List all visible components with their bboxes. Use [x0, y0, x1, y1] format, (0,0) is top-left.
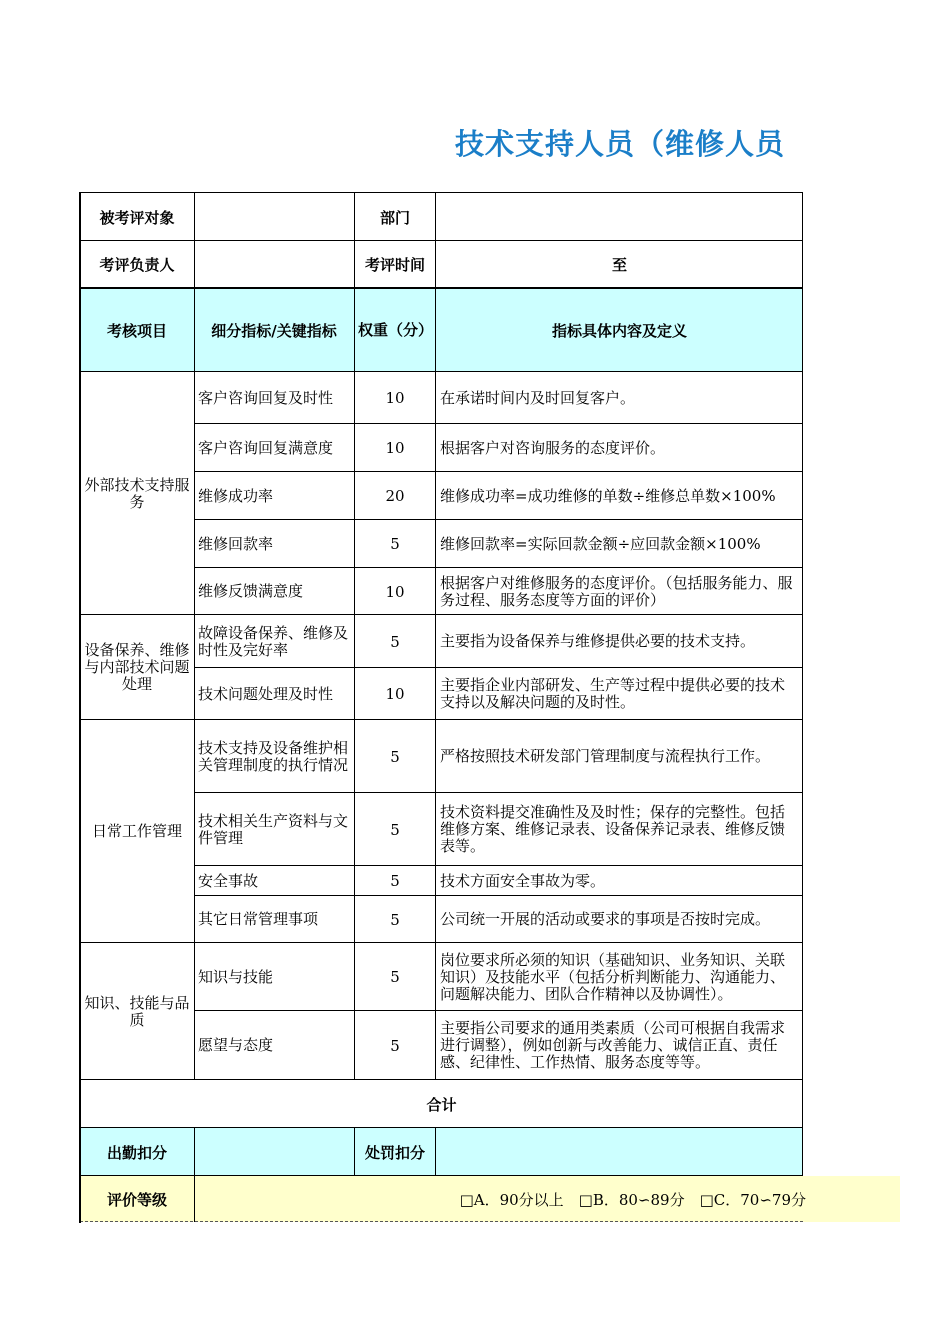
- grid-line: [194, 1176, 195, 1222]
- header-item: 考核项目: [106, 321, 167, 340]
- definition-cell: 主要指公司要求的通用类素质（公司可根据自我需求进行调整），例如创新与改善能力、诚信正直、责任感、纪律性、工作热情、服务态度等等。: [440, 1019, 786, 1071]
- grid-line: [194, 192, 195, 1080]
- grid-line: [194, 519, 803, 520]
- grid-line: [80, 192, 803, 193]
- indicator-cell: 其它日常管理事项: [198, 910, 319, 928]
- header-indicator: 细分指标/关键指标: [211, 321, 337, 340]
- grid-line: [435, 1128, 436, 1176]
- definition-cell: 技术方面安全事故为零。: [440, 871, 606, 890]
- grid-line: [80, 1175, 803, 1176]
- grid-line: [194, 1128, 195, 1176]
- definition-cell: 主要指企业内部研发、生产等过程中提供必要的技术支持以及解决问题的及时性。: [440, 676, 786, 711]
- weight-cell: 5: [390, 535, 400, 553]
- grid-line: [80, 1079, 803, 1080]
- group-name: 日常工作管理: [91, 822, 182, 840]
- indicator-cell: 技术支持及设备维护相关管理制度的执行情况: [198, 738, 349, 774]
- assessor-label: 考评负责人: [99, 256, 175, 274]
- indicator-cell: 技术问题处理及时性: [198, 684, 334, 703]
- grid-line: [80, 371, 803, 372]
- grid-line: [194, 471, 803, 472]
- indicator-cell: 技术相关生产资料与文件管理: [198, 811, 349, 847]
- weight-cell: 5: [390, 910, 400, 929]
- grid-line: [194, 895, 803, 896]
- subject-value[interactable]: [194, 193, 354, 241]
- grid-line: [802, 192, 803, 1176]
- rating-label: 评价等级: [106, 1190, 167, 1209]
- grid-line: [194, 423, 803, 424]
- grid-line: [80, 240, 803, 241]
- total-label: 合计: [426, 1095, 457, 1114]
- indicator-cell: 愿望与态度: [198, 1036, 274, 1054]
- time-value[interactable]: 至: [611, 256, 627, 274]
- indicator-cell: 客户咨询回复满意度: [198, 438, 334, 457]
- indicator-cell: 知识与技能: [198, 967, 274, 986]
- grid-line: [435, 192, 436, 1080]
- dept-value[interactable]: [436, 193, 803, 241]
- definition-cell: 在承诺时间内及时回复客户。: [440, 388, 636, 407]
- dept-label: 部门: [379, 208, 410, 227]
- grid-line: [79, 192, 81, 1223]
- weight-cell: 5: [390, 632, 400, 651]
- weight-cell: 10: [385, 389, 405, 407]
- definition-cell: 岗位要求所必须的知识（基础知识、业务知识、关联知识）及技能水平（包括分析判断能力、沟通能力、问题解决能力、团队合作精神以及协调性）。: [440, 950, 786, 1003]
- grid-line: [80, 1127, 803, 1128]
- indicator-cell: 维修反馈满意度: [198, 582, 304, 600]
- indicator-cell: 维修成功率: [198, 486, 274, 505]
- weight-cell: 5: [390, 968, 400, 986]
- penalty-value[interactable]: [436, 1128, 803, 1176]
- group-name: 知识、技能与品质: [84, 993, 190, 1029]
- definition-cell: 根据客户对咨询服务的态度评价。: [440, 438, 666, 457]
- grid-line: [80, 287, 803, 289]
- group-name: 外部技术支持服务: [84, 475, 190, 511]
- grid-line: [194, 792, 803, 793]
- definition-cell: 严格按照技术研发部门管理制度与流程执行工作。: [440, 747, 771, 765]
- grid-line: [80, 942, 803, 943]
- definition-cell: 主要指为设备保养与维修提供必要的技术支持。: [440, 632, 756, 650]
- assessor-value[interactable]: [194, 241, 354, 288]
- attendance-value[interactable]: [194, 1128, 354, 1176]
- group-name: 设备保养、维修与内部技术问题处理: [84, 641, 190, 693]
- weight-cell: 20: [385, 487, 405, 505]
- weight-cell: 10: [385, 439, 405, 457]
- indicator-cell: 安全事故: [198, 871, 259, 890]
- header-definition: 指标具体内容及定义: [551, 321, 687, 340]
- grid-line: [194, 667, 803, 668]
- definition-cell: 根据客户对维修服务的态度评价。（包括服务能力、服务过程、服务态度等方面的评价）: [440, 573, 793, 609]
- indicator-cell: 客户咨询回复及时性: [198, 388, 334, 407]
- subject-label: 被考评对象: [99, 208, 175, 227]
- grid-line: [354, 192, 355, 1080]
- indicator-cell: 维修回款率: [198, 534, 274, 553]
- definition-cell: 公司统一开展的活动或要求的事项是否按时完成。: [440, 910, 771, 928]
- weight-cell: 5: [390, 820, 400, 839]
- definition-cell: 维修回款率=实际回款金额÷应回款金额×100%: [440, 534, 761, 553]
- grid-line: [194, 865, 803, 866]
- grid-line: [194, 1010, 803, 1011]
- rating-options[interactable]: □A．90分以上 □B．80∽89分 □C．70∽79分: [459, 1190, 806, 1209]
- grid-line: [80, 719, 803, 720]
- definition-cell: 技术资料提交准确性及及时性；保存的完整性。包括维修方案、维修记录表、设备保养记录表、维修反馈表等。: [440, 803, 786, 855]
- page-title: 技术支持人员（维修人员: [455, 127, 786, 161]
- indicator-cell: 故障设备保养、维修及时性及完好率: [198, 623, 349, 659]
- weight-cell: 5: [390, 872, 400, 890]
- attendance-label: 出勤扣分: [106, 1143, 167, 1162]
- weight-cell: 5: [390, 1036, 400, 1055]
- header-weight: 权重（分）: [358, 321, 434, 339]
- rating-bottom-line: [80, 1221, 803, 1222]
- weight-cell: 10: [385, 685, 405, 703]
- weight-cell: 5: [390, 747, 400, 766]
- grid-line: [194, 567, 803, 568]
- weight-cell: 10: [385, 582, 405, 601]
- penalty-label: 处罚扣分: [364, 1143, 425, 1162]
- grid-line: [80, 614, 803, 615]
- grid-line: [354, 1128, 355, 1176]
- time-label: 考评时间: [364, 256, 425, 274]
- definition-cell: 维修成功率=成功维修的单数÷维修总单数×100%: [440, 486, 776, 505]
